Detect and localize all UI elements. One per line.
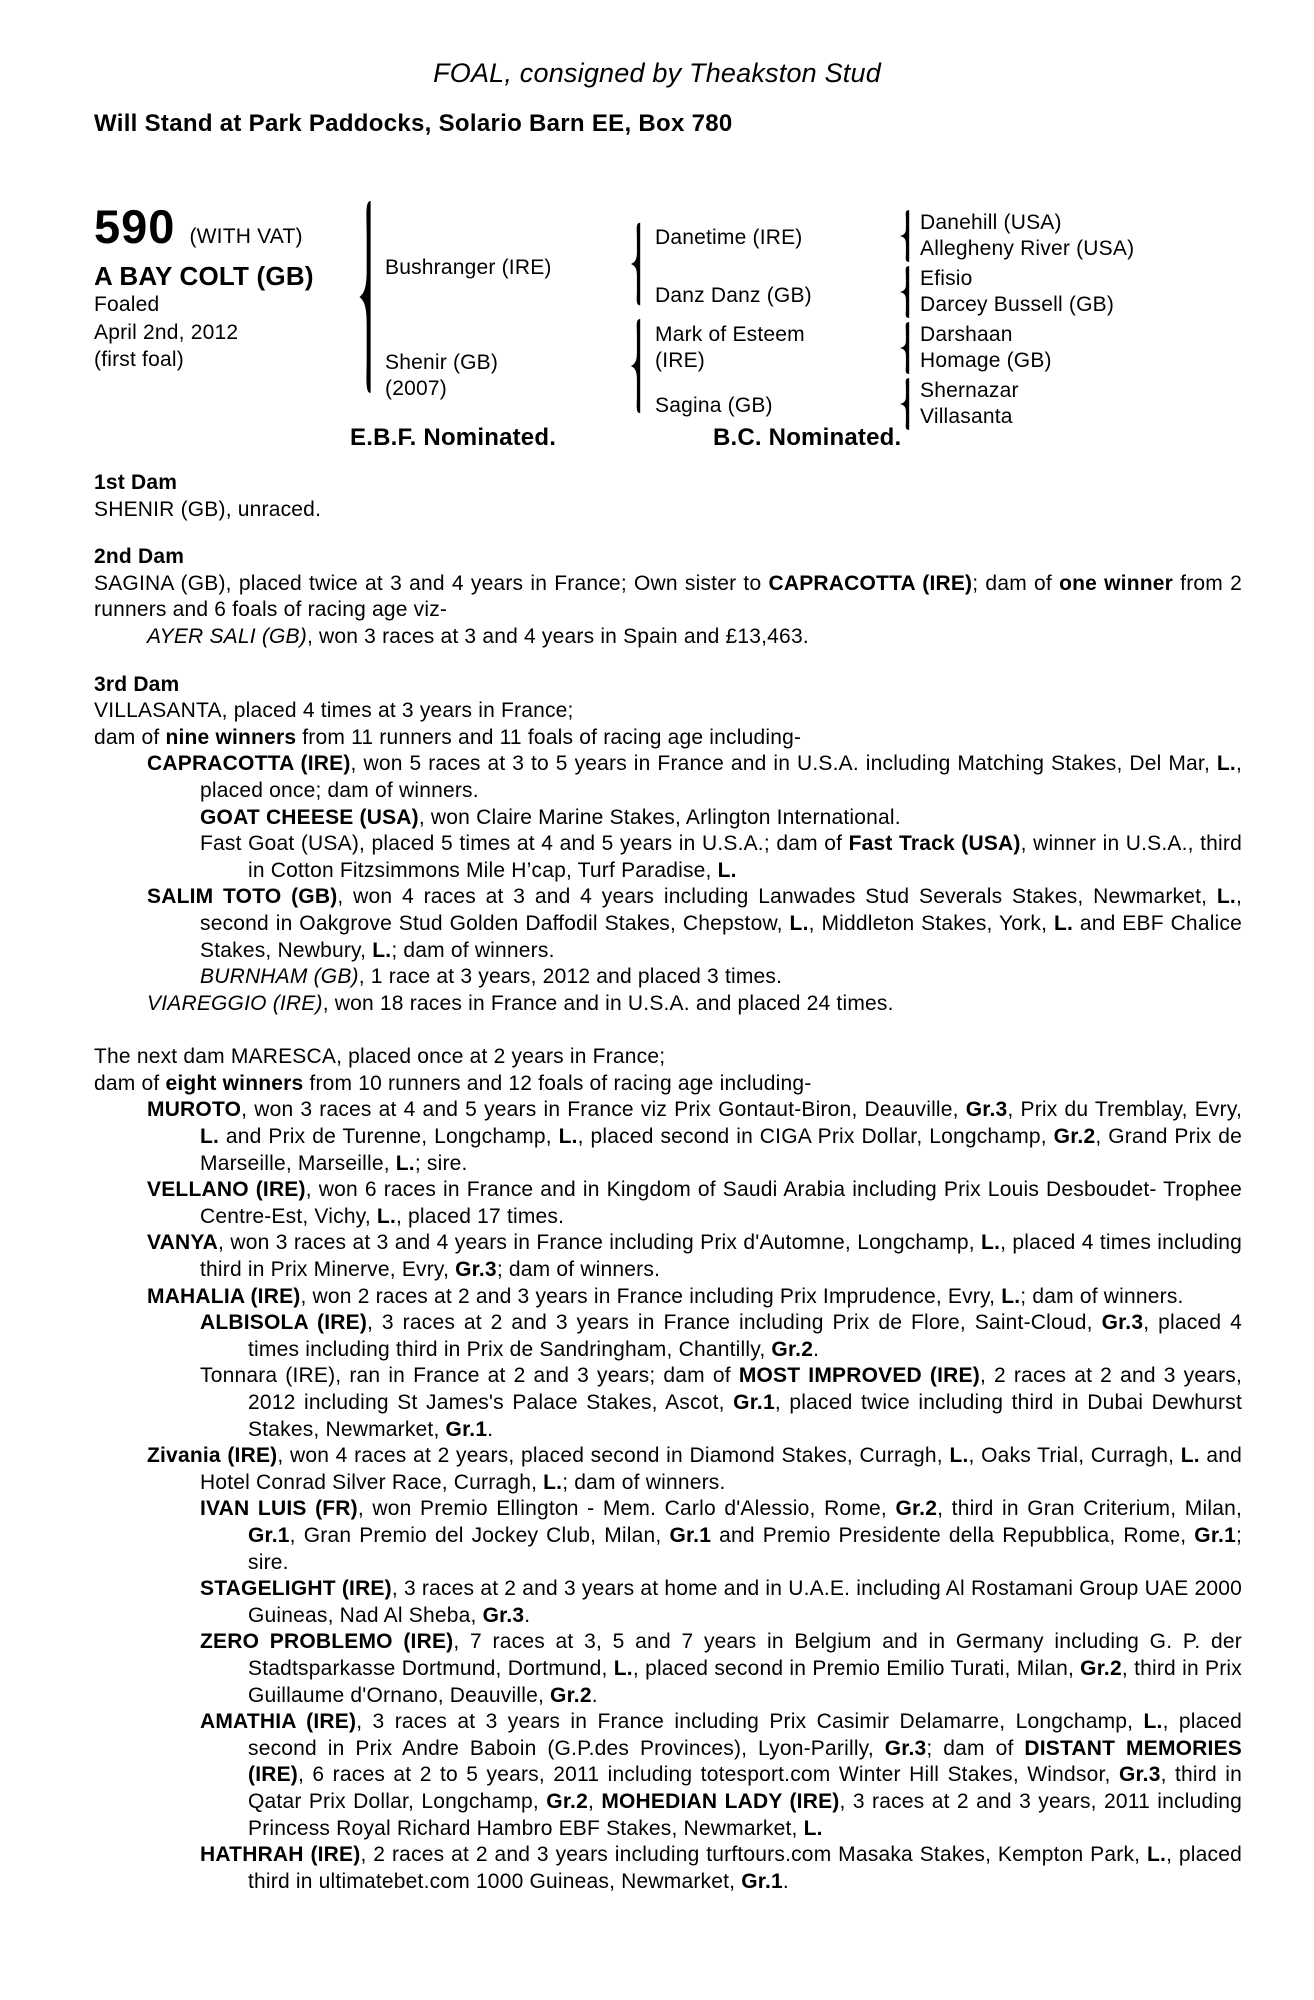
dam-section	[94, 1044, 1242, 1895]
pedigree-paragraph	[94, 1363, 1242, 1443]
text-segment: , won Premio Ellington - Mem. Carlo d'Alessio, Rome,	[357, 1497, 896, 1521]
text-segment: , won 5 races at 3 to 5 years in France and in U.S.A. including Matching Stakes, Del Mar,	[350, 752, 1217, 776]
text-segment: Gr.1	[445, 1417, 488, 1441]
text-segment: ; dam of winners.	[496, 1258, 661, 1282]
dam-sire-name-line1: Mark of Esteem	[655, 323, 805, 346]
gen3-name-3: Efisio	[920, 267, 973, 290]
text-segment: AMATHIA (IRE)	[200, 1710, 357, 1734]
brace-gen3-pair2	[897, 265, 912, 319]
text-segment: MAHALIA (IRE)	[147, 1284, 301, 1308]
pedigree-paragraph	[94, 1576, 1242, 1629]
text-segment: VILLASANTA, placed 4 times at 3 years in France;	[94, 699, 574, 723]
text-segment: IVAN LUIS (FR)	[200, 1497, 358, 1521]
dam-year: (2007)	[385, 377, 447, 400]
text-segment: , won 4 races at 3 and 4 years including Lanwades Stud Severals Stakes, Newmarket,	[337, 885, 1217, 909]
dam-section	[94, 672, 1242, 1018]
text-segment: from 11 runners and 11 foals of racing age including-	[296, 725, 802, 749]
text-segment: Gr.3	[455, 1258, 497, 1282]
text-segment: L.	[949, 1444, 969, 1468]
text-segment: Gr.2	[546, 1789, 588, 1813]
text-segment: , placed twice including third in Dubai Dewhurst Stakes, Newmarket,	[248, 1391, 1242, 1441]
text-segment: VELLANO (IRE)	[147, 1178, 306, 1202]
text-segment: L.	[789, 911, 809, 935]
sire-name: Bushranger (IRE)	[385, 256, 552, 279]
text-segment: L.	[1147, 1843, 1167, 1867]
gen3-name-8: Villasanta	[920, 405, 1013, 428]
pedigree-paragraph	[94, 698, 1242, 725]
gen3-name-1: Danehill (USA)	[920, 211, 1062, 234]
horse-name: A BAY COLT (GB)	[94, 261, 314, 291]
text-segment: .	[591, 1683, 598, 1707]
text-segment: Gr.1	[248, 1523, 290, 1547]
text-segment: ; sire.	[414, 1151, 468, 1175]
pedigree-paragraph	[94, 1443, 1242, 1496]
text-segment: Gr.3	[1118, 1763, 1161, 1787]
brace-gen3-pair4	[897, 377, 912, 431]
pedigree-paragraph	[94, 1177, 1242, 1230]
dam-heading: 2nd Dam	[94, 545, 185, 569]
text-segment: one winner	[1059, 571, 1174, 595]
gen3-name-2: Allegheny River (USA)	[920, 237, 1135, 260]
pedigree-paragraph	[94, 884, 1242, 964]
stand-location: Will Stand at Park Paddocks, Solario Barn EE, Box 780	[94, 110, 733, 137]
text-segment: Gr.1	[1194, 1523, 1236, 1547]
text-segment: AYER SALI (GB)	[147, 624, 307, 648]
text-segment: from 2 runners and 6 foals of racing age viz-	[94, 571, 1242, 622]
text-segment: , winner in U.S.A., third in Cotton Fitzsimmons Mile H’cap, Turf Paradise,	[248, 832, 1242, 882]
text-segment: ; dam of	[972, 571, 1060, 595]
text-segment: .	[487, 1417, 494, 1441]
brace-dam-side	[628, 317, 643, 415]
text-segment: L.	[376, 1204, 396, 1228]
text-segment: , won 6 races in France and in Kingdom of Saudi Arabia including Prix Louis Desboudet- Trophee Centre-Est, Vichy,	[200, 1178, 1243, 1228]
text-segment: Gr.2	[1080, 1656, 1122, 1680]
text-segment: CAPRACOTTA (IRE)	[768, 571, 973, 595]
text-segment: SHENIR (GB), unraced.	[94, 497, 322, 521]
text-segment: VANYA	[147, 1231, 219, 1255]
text-segment: , placed 17 times.	[395, 1204, 565, 1228]
pedigree-paragraph	[94, 571, 1242, 624]
text-segment: , won 4 races at 2 years, placed second in Diamond Stakes, Curragh,	[277, 1444, 950, 1468]
gen3-name-7: Shernazar	[920, 379, 1019, 402]
text-segment: L.	[1001, 1284, 1021, 1308]
text-segment: Gr.1	[733, 1391, 775, 1414]
text-segment: dam of	[94, 725, 166, 749]
pedigree-paragraph	[94, 1044, 1242, 1071]
text-segment: Gr.3	[1101, 1311, 1144, 1335]
vat-note: (WITH VAT)	[189, 225, 303, 248]
text-segment: , Grand Prix de Marseille, Marseille,	[200, 1125, 1242, 1175]
sire-sire-name: Danetime (IRE)	[655, 226, 803, 249]
brace-gen3-pair3	[897, 321, 912, 375]
text-segment: , 1 race at 3 years, 2012 and placed 3 times.	[358, 965, 783, 989]
text-segment: MOHEDIAN LADY (IRE)	[601, 1789, 840, 1813]
lot-line	[94, 199, 303, 254]
text-segment: , placed third in ultimatebet.com 1000 Guineas, Newmarket,	[248, 1843, 1242, 1893]
pedigree-paragraph	[94, 751, 1242, 804]
gen3-name-6: Homage (GB)	[920, 349, 1052, 372]
dam-name-block	[385, 350, 498, 402]
foaled-date: April 2nd, 2012	[94, 320, 239, 344]
text-segment: and EBF Chalice Stakes, Newbury,	[200, 911, 1243, 962]
text-segment: dam of	[94, 1071, 166, 1095]
pedigree-paragraph	[94, 991, 1242, 1018]
text-segment: from 10 runners and 12 foals of racing age including-	[303, 1071, 812, 1095]
dam-sire-name-line2: (IRE)	[655, 349, 705, 372]
text-segment: DISTANT MEMORIES (IRE)	[248, 1736, 1242, 1787]
text-segment: L.	[543, 1470, 563, 1494]
text-segment: L.	[1216, 752, 1236, 776]
pedigree-paragraph	[94, 1629, 1242, 1709]
pedigree-paragraph	[94, 805, 1242, 832]
text-segment: , won Claire Marine Stakes, Arlington International.	[418, 805, 901, 829]
text-segment: Gr.3	[884, 1736, 927, 1760]
pedigree-block	[94, 165, 1244, 455]
text-segment: , third in Qatar Prix Dollar, Longchamp,	[248, 1763, 1242, 1813]
pedigree-paragraph	[94, 1310, 1242, 1363]
text-segment: and Prix de Turenne, Longchamp,	[219, 1125, 559, 1149]
text-segment: , 3 races at 2 and 3 years in France including Prix de Flore, Saint-Cloud,	[367, 1311, 1102, 1335]
foaled-label: Foaled	[94, 293, 160, 316]
pedigree-paragraph	[94, 1496, 1242, 1576]
text-segment: L.	[372, 938, 392, 962]
text-segment: VIAREGGIO (IRE)	[147, 991, 323, 1015]
text-segment: STAGELIGHT (IRE)	[200, 1577, 392, 1601]
text-segment: .	[813, 1337, 820, 1361]
text-segment: SALIM TOTO (GB)	[147, 885, 338, 909]
text-segment: MOST IMPROVED (IRE)	[738, 1364, 980, 1388]
text-segment: Gr.1	[669, 1523, 712, 1547]
text-segment: , third in Gran Criterium, Milan,	[937, 1497, 1242, 1521]
text-segment: L.	[803, 1816, 823, 1840]
text-segment: The next dam MARESCA, placed once at 2 years in France;	[94, 1045, 666, 1069]
lot-number: 590	[94, 200, 176, 253]
brace-gen3-pair1	[897, 209, 912, 263]
text-segment: , 3 races at 2 and 3 years at home and in U.A.E. including Al Rostamani Group UAE 2000 Guineas, Nad Al Sheba,	[248, 1577, 1242, 1627]
text-segment: L.	[1053, 911, 1074, 935]
dam-section	[94, 470, 1242, 523]
text-segment: , won 18 races in France and in U.S.A. and placed 24 times.	[322, 991, 894, 1015]
text-segment: , 6 races at 2 to 5 years, 2011 including totesport.com Winter Hill Stakes, Windsor,	[298, 1763, 1119, 1787]
dam-section	[94, 544, 1242, 650]
text-segment: , Gran Premio del Jockey Club, Milan,	[289, 1523, 670, 1547]
text-segment: Gr.1	[741, 1869, 783, 1893]
text-segment: Zivania (IRE)	[147, 1444, 278, 1468]
text-segment: , 3 races at 2 and 3 years, 2011 including Princess Royal Richard Hambro EBF Stakes, Newmarket,	[248, 1789, 1242, 1840]
text-segment: ; sire.	[248, 1523, 1242, 1574]
dam-dam-name: Sagina (GB)	[655, 394, 773, 417]
pedigree-paragraph	[94, 831, 1242, 884]
text-segment: L.	[395, 1151, 415, 1175]
text-segment: Tonnara (IRE), ran in France at 2 and 3 years; dam of	[200, 1364, 739, 1388]
text-segment: ALBISOLA (IRE)	[200, 1311, 368, 1335]
text-segment: Fast Track (USA)	[848, 832, 1021, 856]
foal-details	[94, 291, 238, 374]
gen3-pair1	[920, 210, 1134, 262]
pedigree-paragraph	[94, 1284, 1242, 1311]
text-segment: Gr.2	[1053, 1125, 1096, 1149]
text-segment: ; dam of winners.	[562, 1470, 726, 1494]
text-segment: , won 2 races at 2 and 3 years in France including Prix Imprudence, Evry,	[300, 1284, 1002, 1308]
text-segment: , placed once; dam of winners.	[200, 752, 1242, 802]
text-segment: , 2 races at 2 and 3 years, 2012 including St James's Palace Stakes, Ascot,	[248, 1364, 1243, 1414]
text-segment: Gr.3	[965, 1098, 1008, 1122]
text-segment: , Prix du Tremblay, Evry,	[1007, 1098, 1243, 1122]
text-segment: , placed 4 times including third in Prix Minerve, Evry,	[200, 1231, 1242, 1282]
pedigree-paragraph	[94, 1709, 1242, 1842]
text-segment: L.	[200, 1125, 220, 1149]
sire-dam-name: Danz Danz (GB)	[655, 284, 812, 307]
text-segment: HATHRAH (IRE)	[200, 1843, 361, 1867]
text-segment: Gr.2	[550, 1683, 592, 1707]
text-segment: L.	[1143, 1710, 1163, 1734]
gen3-name-5: Darshaan	[920, 323, 1013, 346]
text-segment: , won 3 races at 4 and 5 years in France viz Prix Gontaut-Biron, Deauville,	[241, 1098, 966, 1122]
pedigree-paragraph	[94, 725, 1242, 752]
text-segment: , placed second in Premio Emilio Turati, Milan,	[632, 1656, 1081, 1680]
first-foal-note: (first foal)	[94, 348, 184, 371]
text-segment: , placed second in Prix Andre Baboin (G.P.des Provinces), Lyon-Parilly,	[248, 1710, 1242, 1760]
text-segment: , second in Oakgrove Stud Golden Daffodil Stakes, Chepstow,	[200, 885, 1242, 935]
text-segment: Gr.2	[895, 1497, 938, 1521]
text-segment: , placed second in CIGA Prix Dollar, Longchamp,	[577, 1125, 1054, 1149]
brace-gen1	[356, 197, 374, 397]
text-segment: , won 3 races at 3 and 4 years in Spain and £13,463.	[306, 624, 809, 648]
dam-sire-name-block	[655, 322, 805, 374]
text-segment: ; dam of winners.	[391, 938, 555, 962]
text-segment: ZERO PROBLEMO (IRE)	[200, 1630, 454, 1654]
text-segment: ,	[587, 1789, 602, 1813]
text-segment: L.	[613, 1656, 633, 1680]
dam-sections	[94, 470, 1242, 1895]
text-segment: ; dam of winners.	[1020, 1284, 1184, 1308]
ebf-nomination: E.B.F. Nominated.	[350, 424, 557, 451]
text-segment: and Hotel Conrad Silver Race, Curragh,	[200, 1444, 1242, 1494]
text-segment: SAGINA (GB), placed twice at 3 and 4 years in France; Own sister to	[94, 571, 769, 595]
text-segment: , third in Prix Guillaume d'Ornano, Deauville,	[248, 1656, 1242, 1707]
text-segment: Gr.2	[771, 1337, 814, 1361]
text-segment: ; dam of	[926, 1736, 1025, 1760]
text-segment: nine winners	[165, 725, 297, 749]
text-segment: , 7 races at 3, 5 and 7 years in Belgium and in Germany including G. P. der Stadtsparkasse Dortmund, Dortmund,	[248, 1630, 1243, 1680]
pedigree-paragraph	[94, 964, 1242, 991]
consignor-title: FOAL, consigned by Theakston Stud	[433, 58, 881, 88]
text-segment: , 3 races at 3 years in France including Prix Casimir Delamarre, Longchamp,	[356, 1710, 1144, 1734]
text-segment: , 2 races at 2 and 3 years including turftours.com Masaka Stakes, Kempton Park,	[360, 1843, 1147, 1867]
text-segment: Gr.3	[482, 1603, 525, 1627]
pedigree-paragraph	[94, 624, 1242, 651]
pedigree-paragraph	[94, 1230, 1242, 1283]
text-segment: L.	[1216, 885, 1236, 909]
gen3-name-4: Darcey Bussell (GB)	[920, 293, 1115, 316]
text-segment: L.	[1180, 1444, 1200, 1468]
pedigree-paragraph	[94, 1097, 1242, 1177]
dam-heading: 3rd Dam	[94, 672, 180, 696]
text-segment: , Middleton Stakes, York,	[808, 911, 1054, 935]
text-segment: .	[524, 1603, 531, 1627]
text-segment: GOAT CHEESE (USA)	[200, 805, 419, 829]
pedigree-paragraph	[94, 1071, 1242, 1098]
bc-nomination: B.C. Nominated.	[713, 424, 902, 451]
text-segment: CAPRACOTTA (IRE)	[147, 752, 351, 776]
brace-sire-side	[628, 221, 643, 307]
dam-name: Shenir (GB)	[385, 351, 499, 374]
dam-heading: 1st Dam	[94, 471, 178, 494]
text-segment: Fast Goat (USA), placed 5 times at 4 and 5 years in U.S.A.; dam of	[200, 832, 849, 856]
text-segment: , placed 4 times including third in Prix de Sandringham, Chantilly,	[248, 1311, 1242, 1361]
text-segment: and Premio Presidente della Repubblica, Rome,	[711, 1523, 1195, 1547]
gen3-pair3	[920, 322, 1052, 374]
text-segment: L.	[717, 858, 737, 882]
text-segment: , Oaks Trial, Curragh,	[968, 1444, 1181, 1468]
text-segment: , won 3 races at 3 and 4 years in France including Prix d'Automne, Longchamp,	[218, 1231, 982, 1255]
text-segment: eight winners	[165, 1071, 304, 1095]
text-segment: L.	[981, 1231, 1001, 1255]
gen3-pair4	[920, 378, 1019, 430]
text-segment: L.	[558, 1125, 578, 1149]
text-segment: .	[782, 1869, 789, 1893]
pedigree-paragraph	[94, 1842, 1242, 1895]
gen3-pair2	[920, 266, 1114, 318]
text-segment: MUROTO	[147, 1098, 242, 1122]
pedigree-paragraph	[94, 497, 1242, 524]
text-segment: BURNHAM (GB)	[200, 965, 359, 989]
